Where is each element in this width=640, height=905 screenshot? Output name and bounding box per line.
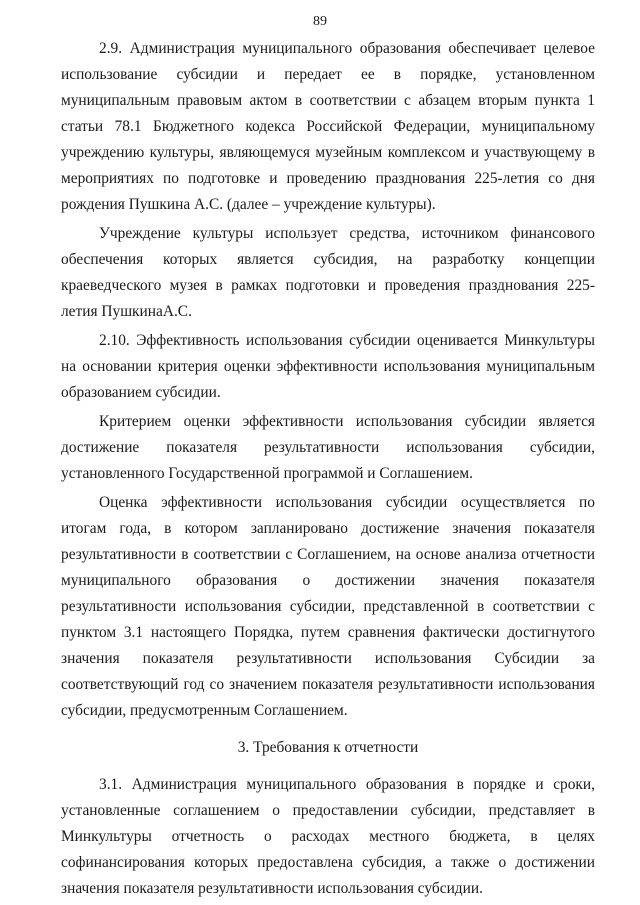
- paragraph-assessment: Оценка эффективности использования субсидии осуществляется по итогам года, в котором запланировано достижение значения показателя результативности в соответствии с Соглашением, на основе анализа отчетности муниципального образования о достижении значения показателя результативности использования субсидии, представленной в соответствии с пунктом 3.1 настоящего Порядка, путем сравнения фактически достигнутого значения показателя результативности использования Субсидии за соответствующий год со значением показателя результативности использования субсидии, предусмотренным Соглашением.: [61, 494, 595, 719]
- paragraph-3-1: 3.1. Администрация муниципального образования в порядке и сроки, установленные соглашением о предоставлении субсидии, представляет в Минкультуры отчетность о расходах местного бюджета, в целях софинансирования которых предоставлена субсидия, а также о достижении значения показателя результативности использования субсидии.: [61, 776, 595, 897]
- document-body: [61, 36, 595, 905]
- page-number: 89: [313, 14, 327, 29]
- paragraph-2-10: 2.10. Эффективность использования субсидии оценивается Минкультуры на основании критерия оценки эффективности использования муниципальным образованием субсидии.: [61, 332, 595, 401]
- paragraph-2-9: 2.9. Администрация муниципального образования обеспечивает целевое использование субсидии и передает ее в порядке, установленном муниципальным правовым актом в соответствии с абзацем вторым пункта 1 статьи 78.1 Бюджетного кодекса Российской Федерации, муниципальному учреждению культуры, являющемуся музейным комплексом и участвующему в мероприятиях по подготовке и проведению празднования 225-летия со дня рождения Пушкина А.С. (далее – учреждение культуры).: [61, 40, 595, 213]
- paragraph-criterion: Критерием оценки эффективности использования субсидии является достижение показателя результативности использования субсидии, установленного Государственной программой и Соглашением.: [61, 413, 595, 482]
- section-heading: 3. Требования к отчетности: [237, 739, 419, 756]
- paragraph-culture-institution: Учреждение культуры использует средства, источником финансового обеспечения которых является субсидия, на разработку концепции краеведческого музея в рамках подготовки и проведения празднования 225-летия ПушкинаА.С.: [61, 225, 595, 320]
